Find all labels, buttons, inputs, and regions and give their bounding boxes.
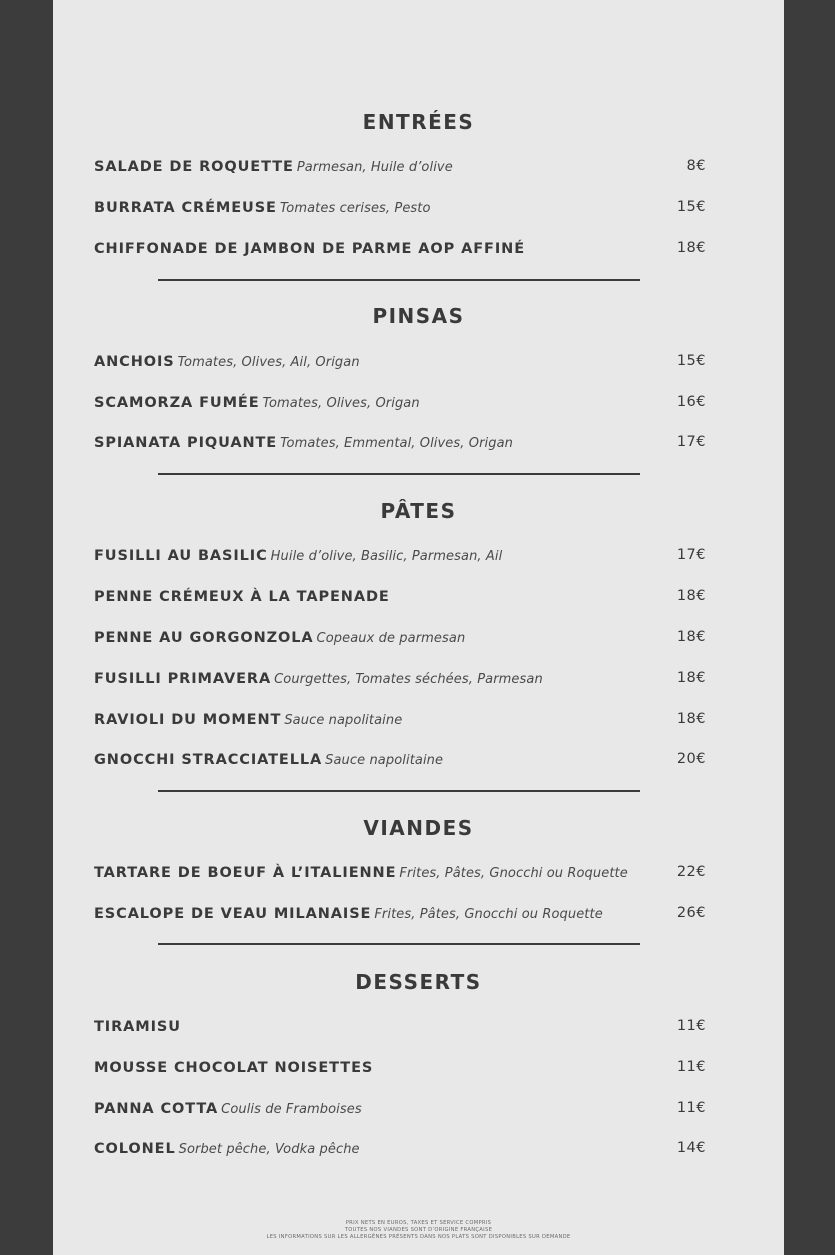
item-description: Sorbet pêche, Vodka pêche	[178, 1142, 360, 1157]
section-divider	[158, 943, 640, 945]
item-price: 15€	[676, 353, 706, 369]
item-name: PENNE AU GORGONZOLA	[94, 630, 314, 646]
item-name: BURRATA CRÉMEUSE	[94, 200, 277, 216]
menu-item	[94, 902, 706, 924]
menu-item	[94, 196, 706, 218]
item-price: 20€	[676, 751, 706, 767]
item-description: Tomates cerises, Pesto	[279, 201, 431, 216]
item-name: ESCALOPE DE VEAU MILANAISE	[94, 906, 372, 922]
item-price: 17€	[676, 434, 706, 450]
section-divider	[158, 790, 640, 792]
footer-line-origin: TOUTES NOS VIANDES SONT D’ORIGINE FRANÇAISE	[344, 1227, 493, 1233]
item-price: 11€	[676, 1059, 706, 1075]
item-name: RAVIOLI DU MOMENT	[94, 712, 282, 728]
item-name: CHIFFONADE DE JAMBON DE PARME AOP AFFINÉ	[94, 241, 525, 257]
menu-item	[94, 350, 706, 372]
item-price: 26€	[676, 905, 706, 921]
item-price: 22€	[676, 864, 706, 880]
item-name: FUSILLI PRIMAVERA	[94, 671, 272, 687]
item-description: Tomates, Olives, Origan	[262, 396, 420, 411]
item-price: 15€	[676, 199, 706, 215]
item-name: PENNE CRÉMEUX À LA TAPENADE	[94, 589, 390, 605]
item-description: Copeaux de parmesan	[316, 631, 466, 646]
item-price: 8€	[686, 158, 706, 174]
item-description: Courgettes, Tomates séchées, Parmesan	[274, 672, 543, 687]
item-name: TARTARE DE BOEUF À L’ITALIENNE	[94, 865, 397, 881]
menu-item	[94, 1137, 706, 1159]
item-price: 18€	[676, 670, 706, 686]
item-description: Sauce napolitaine	[284, 713, 403, 728]
footer-line-allergens: LES INFORMATIONS SUR LES ALLERGÈNES PRÉSENTS DANS NOS PLATS SONT DISPONIBLES SUR DEMANDE	[266, 1234, 571, 1240]
section-divider	[158, 279, 640, 281]
section-title-pinsas: PINSAS	[372, 304, 465, 328]
item-price: 11€	[676, 1100, 706, 1116]
item-price: 18€	[676, 588, 706, 604]
item-description: Frites, Pâtes, Gnocchi ou Roquette	[374, 907, 603, 922]
menu-item	[94, 391, 706, 413]
item-price: 18€	[676, 629, 706, 645]
menu-item	[94, 585, 706, 607]
menu-item	[94, 1097, 706, 1119]
item-description: Tomates, Emmental, Olives, Origan	[280, 436, 513, 451]
item-description: Coulis de Framboises	[221, 1102, 362, 1117]
menu-item	[94, 626, 706, 648]
item-description: Frites, Pâtes, Gnocchi ou Roquette	[399, 866, 628, 881]
menu-item	[94, 1015, 706, 1037]
item-description: Tomates, Olives, Ail, Origan	[177, 355, 360, 370]
item-price: 11€	[676, 1018, 706, 1034]
section-title-entrees: ENTRÉES	[362, 110, 475, 134]
item-name: SPIANATA PIQUANTE	[94, 435, 278, 451]
item-price: 16€	[676, 394, 706, 410]
item-price: 18€	[676, 711, 706, 727]
item-description: Huile d’olive, Basilic, Parmesan, Ail	[270, 549, 503, 564]
menu-item	[94, 1056, 706, 1078]
item-name: PANNA COTTA	[94, 1101, 219, 1117]
item-description: Sauce napolitaine	[325, 753, 444, 768]
section-divider	[158, 473, 640, 475]
menu-item	[94, 155, 706, 177]
menu-item	[94, 237, 706, 259]
item-price: 14€	[676, 1140, 706, 1156]
item-description: Parmesan, Huile d’olive	[296, 160, 453, 175]
section-title-viandes: VIANDES	[363, 816, 474, 840]
item-name: FUSILLI AU BASILIC	[94, 548, 268, 564]
menu-item	[94, 431, 706, 453]
menu-item	[94, 861, 706, 883]
footer-line-prices: PRIX NETS EN EUROS, TAXES ET SERVICE COMPRIS	[345, 1220, 492, 1226]
item-name: ANCHOIS	[94, 354, 175, 370]
menu-item	[94, 544, 706, 566]
item-name: TIRAMISU	[94, 1019, 181, 1035]
item-price: 17€	[676, 547, 706, 563]
footer-notes	[53, 1220, 784, 1241]
section-title-desserts: DESSERTS	[355, 970, 482, 994]
item-name: SCAMORZA FUMÉE	[94, 395, 260, 411]
item-name: GNOCCHI STRACCIATELLA	[94, 752, 323, 768]
menu-page	[53, 0, 784, 1255]
menu-item	[94, 748, 706, 770]
section-title-pates: PÂTES	[380, 499, 457, 523]
item-price: 18€	[676, 240, 706, 256]
menu-item	[94, 708, 706, 730]
item-name: MOUSSE CHOCOLAT NOISETTES	[94, 1060, 374, 1076]
menu-item	[94, 667, 706, 689]
item-name: COLONEL	[94, 1141, 176, 1157]
item-name: SALADE DE ROQUETTE	[94, 159, 294, 175]
